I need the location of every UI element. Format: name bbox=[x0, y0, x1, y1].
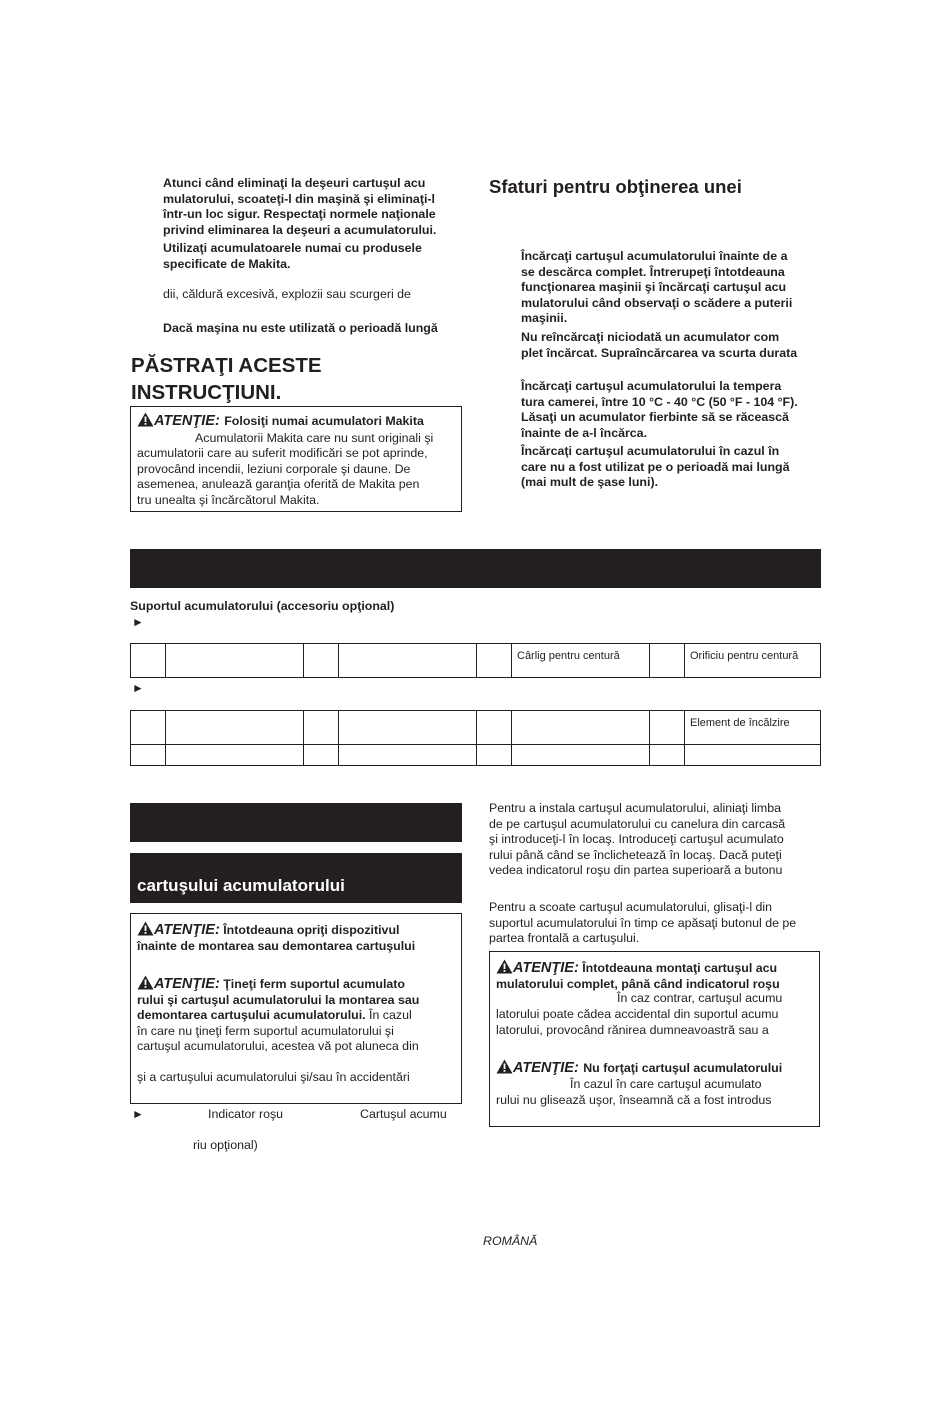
text-line: Întotdeauna opriţi dispozitivul bbox=[223, 923, 400, 937]
table-row bbox=[131, 745, 821, 766]
text-line: asemenea, anulează garanţia oferită de Makita pen bbox=[137, 477, 420, 492]
tip-no-recharge-full bbox=[521, 330, 797, 361]
table-cell bbox=[131, 644, 166, 678]
figure-label-optional-accessory: riu opţional) bbox=[193, 1138, 258, 1152]
warning-triangle-icon bbox=[137, 975, 154, 990]
text-line: Ţineţi ferm suportul acumulato bbox=[223, 977, 405, 991]
disposal-paragraph bbox=[163, 176, 436, 238]
table-cell bbox=[166, 711, 304, 745]
table-cell bbox=[685, 745, 821, 766]
caution-label: ATENŢIE: bbox=[154, 976, 220, 992]
caution-label: ATENŢIE: bbox=[154, 922, 220, 938]
text-line: Atunci când eliminaţi la deşeuri cartuşul acu bbox=[163, 176, 426, 190]
table-row bbox=[131, 711, 821, 745]
warning-triangle-icon bbox=[496, 1059, 513, 1074]
figure-arrow-icon: ► bbox=[132, 615, 144, 629]
text-line: Pentru a instala cartuşul acumulatorului, aliniaţi limba bbox=[489, 801, 782, 815]
caution-heading bbox=[137, 975, 419, 993]
table-cell bbox=[166, 745, 304, 766]
text-line: specificate de Makita. bbox=[163, 256, 291, 271]
hazard-text: dii, căldură excesivă, explozii sau scurgeri de bbox=[163, 287, 411, 301]
warning-triangle-icon bbox=[137, 921, 154, 936]
caution-heading bbox=[137, 921, 415, 939]
text-line: vedea indicatorul roşu din partea superioară a butonu bbox=[489, 863, 783, 878]
text-line: În caz contrar, cartuşul acumu bbox=[617, 991, 783, 1005]
text-line: maşinii. bbox=[521, 311, 568, 326]
text-line: mulatorului când observaţi o scădere a puterii bbox=[521, 295, 793, 310]
text-line: care nu a fost utilizat pe o perioadă mai lungă bbox=[521, 459, 790, 474]
text-line: provocând incendii, leziuni corporale şi daune. De bbox=[137, 461, 411, 476]
text-line: acumulatorii care au suferit modificări se pot aprinde, bbox=[137, 446, 428, 460]
caution-title: Folosiţi numai acumulatori Makita bbox=[224, 414, 424, 428]
text-line: Nu reîncărcaţi niciodată un acumulator com bbox=[521, 330, 780, 344]
text-line: mulatorului complet, până când indicatorul roşu bbox=[496, 976, 780, 991]
text-line: Încărcaţi cartuşul acumulatorului înainte de a bbox=[521, 249, 788, 263]
text-line: tru unealta şi încărcătorul Makita. bbox=[137, 492, 320, 507]
table-cell bbox=[339, 644, 477, 678]
caution-box-original-batteries bbox=[130, 406, 462, 512]
text-line: privind eliminarea la deşeuri a acumulatorului. bbox=[163, 222, 437, 237]
section-bar bbox=[130, 803, 462, 842]
caution-heading bbox=[137, 412, 424, 430]
figure-arrow-icon: ► bbox=[132, 681, 144, 695]
table-cell bbox=[685, 644, 821, 678]
caution-label: ATENŢIE: bbox=[154, 413, 220, 429]
text-line: cartuşul acumulatorului, acestea vă pot aluneca din bbox=[137, 1039, 419, 1054]
table-cell bbox=[131, 711, 166, 745]
parts-table-2 bbox=[130, 710, 821, 766]
makita-products-paragraph bbox=[163, 241, 422, 272]
table-cell bbox=[477, 644, 512, 678]
footer-language: ROMÂNĂ bbox=[483, 1234, 538, 1248]
text-line: şi a cartuşului acumulatorului şi/sau în accidentări bbox=[137, 1070, 410, 1084]
text-line: Întotdeauna montaţi cartuşul acu bbox=[582, 961, 778, 975]
text-line: Încărcaţi cartuşul acumulatorului la tempera bbox=[521, 379, 782, 393]
caution-heading bbox=[496, 959, 780, 977]
part-label-belt-hole: Orificiu pentru centură bbox=[690, 650, 799, 662]
text-line: de pe cartuşul acumulatorului cu canelura din carcasă bbox=[489, 816, 786, 831]
text-line: Pentru a scoate cartuşul acumulatorului, glisaţi-l din bbox=[489, 900, 773, 914]
text-line: rului nu glisează uşor, înseamnă că a fost introdus bbox=[496, 1093, 772, 1107]
text-line: rului şi cartuşul acumulatorului la montarea sau bbox=[137, 992, 420, 1007]
text-line: demontarea cartuşului acumulatorului. bbox=[137, 1008, 366, 1023]
text-line: În cazul bbox=[365, 1008, 412, 1023]
table-cell bbox=[339, 745, 477, 766]
text-line: plet încărcat. Supraîncărcarea va scurta durata bbox=[521, 345, 798, 360]
parts-table-1 bbox=[130, 643, 821, 678]
table-cell bbox=[650, 745, 685, 766]
table-cell bbox=[166, 644, 304, 678]
text-line: suportul acumulatorului în timp ce apăsaţi butonul de pe bbox=[489, 915, 797, 930]
caution-label: ATENŢIE: bbox=[513, 1060, 579, 1076]
table-cell bbox=[477, 745, 512, 766]
table-cell bbox=[304, 644, 339, 678]
tip-charge-before-empty bbox=[521, 249, 792, 327]
warning-triangle-icon bbox=[137, 412, 154, 427]
table-cell bbox=[339, 711, 477, 745]
text-line: înainte de montarea sau demontarea cartuşului bbox=[137, 938, 416, 953]
figure-label-red-indicator: Indicator roşu bbox=[208, 1107, 284, 1121]
text-line: mulatorului, scoateţi-l din maşină şi eliminaţi-l bbox=[163, 191, 435, 206]
table-cell bbox=[131, 745, 166, 766]
subsection-title: cartuşului acumulatorului bbox=[137, 876, 345, 895]
heading-line: INSTRUCŢIUNI. bbox=[131, 381, 282, 404]
text-line: (mai mult de şase luni). bbox=[521, 475, 659, 490]
table-row bbox=[131, 644, 821, 678]
text-line: în care nu ţineţi ferm suportul acumulatorului şi bbox=[137, 1023, 394, 1038]
table-cell bbox=[304, 745, 339, 766]
subsection-bar bbox=[130, 853, 462, 903]
warning-triangle-icon bbox=[496, 959, 513, 974]
part-label-heating-element: Element de încălzire bbox=[690, 717, 790, 729]
text-line: latorului, provocând rănirea dumneavoastră sau a bbox=[496, 1022, 769, 1037]
parts-title: Suportul acumulatorului (accesoriu opţional) bbox=[130, 599, 395, 613]
table-cell bbox=[685, 711, 821, 745]
heading-line: PĂSTRAŢI ACESTE bbox=[131, 354, 322, 377]
section-bar bbox=[130, 549, 821, 588]
text-line: Lăsaţi un acumulator fierbinte să se răcească bbox=[521, 410, 789, 425]
table-cell bbox=[650, 644, 685, 678]
text-line: înainte de a-l încărca. bbox=[521, 425, 648, 440]
caution-heading bbox=[496, 1059, 782, 1077]
figure-label-battery-cartridge: Cartuşul acumu bbox=[360, 1107, 447, 1121]
part-label-belt-hook: Cârlig pentru centură bbox=[517, 650, 620, 662]
table-cell bbox=[512, 644, 650, 678]
table-cell bbox=[477, 711, 512, 745]
table-cell bbox=[304, 711, 339, 745]
caution-box-mounting bbox=[130, 913, 462, 1104]
text-line: Încărcaţi cartuşul acumulatorului în cazul în bbox=[521, 444, 780, 458]
text-line: rului până când se înclichetează în locaş. Dacă puteţi bbox=[489, 847, 782, 862]
text-line: şi introduceţi-l în locaş. Introduceţi cartuşul acumulato bbox=[489, 832, 784, 847]
text-line: În cazul în care cartuşul acumulato bbox=[570, 1077, 762, 1091]
text-line: într-un loc sigur. Respectaţi normele naţionale bbox=[163, 207, 436, 222]
text-line: funcţionarea maşinii şi încărcaţi cartuşul acu bbox=[521, 280, 787, 295]
text-line: tura camerei, între 10 °C - 40 °C (50 °F - 104 °F). bbox=[521, 394, 798, 409]
tips-heading: Sfaturi pentru obţinerea unei bbox=[489, 176, 742, 197]
text-line: partea frontală a cartuşului. bbox=[489, 931, 640, 946]
tip-long-storage bbox=[521, 444, 790, 491]
caution-title: Nu forţaţi cartuşul acumulatorului bbox=[583, 1061, 783, 1075]
text-line: Acumulatorii Makita care nu sunt originali şi bbox=[195, 431, 434, 445]
install-paragraph bbox=[489, 801, 785, 879]
caution-label: ATENŢIE: bbox=[513, 960, 579, 976]
storage-text: Dacă maşina nu este utilizată o perioadă lungă bbox=[163, 321, 438, 335]
keep-instructions-heading bbox=[131, 352, 322, 406]
text-line: latorului poate cădea accidental din suportul acumu bbox=[496, 1007, 779, 1021]
table-cell bbox=[512, 711, 650, 745]
remove-paragraph bbox=[489, 900, 796, 947]
tip-room-temperature bbox=[521, 379, 798, 441]
table-cell bbox=[512, 745, 650, 766]
text-line: Utilizaţi acumulatoarele numai cu produsele bbox=[163, 241, 422, 255]
figure-arrow-icon: ► bbox=[132, 1107, 144, 1121]
text-line: se descărca complet. Întrerupeţi întotdeauna bbox=[521, 264, 785, 279]
table-cell bbox=[650, 711, 685, 745]
caution-box-install bbox=[489, 951, 820, 1127]
